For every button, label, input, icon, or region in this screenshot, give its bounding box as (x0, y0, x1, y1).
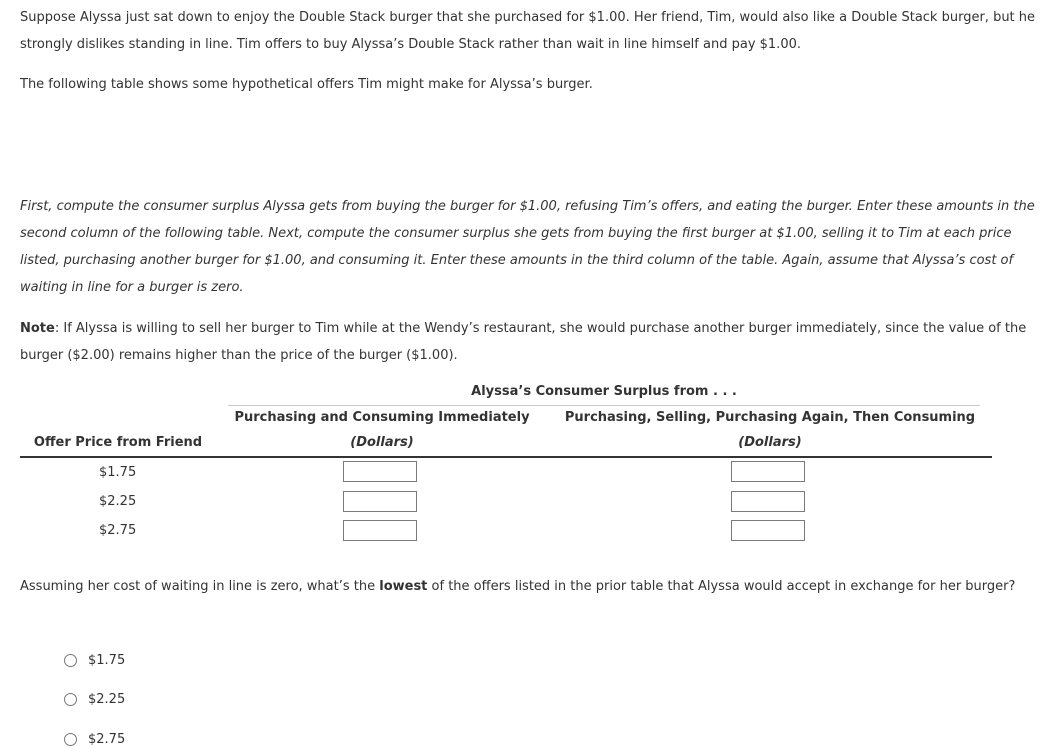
radio-button[interactable] (64, 693, 77, 706)
col-unit-immediate: (Dollars) (350, 435, 414, 450)
col-header-offer-price: Offer Price from Friend (33, 435, 203, 450)
question-text: Assuming her cost of waiting in line is zero, what’s the lowest of the offers listed in the prior table that Alyssa would accept in exchange for her burger? (20, 579, 1016, 594)
col-unit-sell: (Dollars) (738, 435, 802, 450)
sell-surplus-input[interactable] (731, 520, 805, 541)
instructions-paragraph: First, compute the consumer surplus Alyssa gets from buying the burger for $1.00, refusing Tim’s offers, and eating the burger. Enter these amounts in the second column of the following table. Next, compute the consumer surplus she gets from buying the first burger at $1.00, selling it to Tim at each price listed, purchasing another burger for $1.00, and consuming it. Enter these amounts in the third column of the table. Again, assume that Alyssa’s cost of waiting in line for a burger is zero. (20, 199, 1035, 295)
sell-surplus-input[interactable] (731, 461, 805, 482)
answer-option[interactable] (64, 650, 125, 670)
note-text: : If Alyssa is willing to sell her burger to Tim while at the Wendy’s restaurant, she would purchase another burger immediately, since the value of the burger ($2.00) remains higher than the price of the burger ($1.00). (20, 321, 1027, 363)
option-label: $2.25 (88, 691, 126, 707)
option-label: $2.75 (88, 731, 126, 747)
question-emphasis: lowest (379, 579, 428, 594)
col-header-immediate: Purchasing and Consuming Immediately (234, 410, 530, 425)
sell-surplus-input[interactable] (731, 491, 805, 512)
table-intro-paragraph: The following table shows some hypothetical offers Tim might make for Alyssa’s burger. (20, 77, 593, 92)
immediate-surplus-input[interactable] (343, 520, 417, 541)
col-header-sell: Purchasing, Selling, Purchasing Again, Then Consuming (564, 410, 976, 425)
immediate-surplus-input[interactable] (343, 461, 417, 482)
note-label: Note (20, 321, 55, 336)
option-label: $1.75 (88, 652, 126, 668)
intro-paragraph: Suppose Alyssa just sat down to enjoy the Double Stack burger that she purchased for $1.00. Her friend, Tim, would also like a Double Stack burger, but he strongly dislikes standing in line. Tim offers to buy Alyssa’s Double Stack rather than wait in line himself and pay $1.00. (20, 10, 1036, 52)
table-group-header: Alyssa’s Consumer Surplus from . . . (471, 384, 737, 399)
header-divider (20, 456, 992, 458)
radio-button[interactable] (64, 654, 77, 667)
group-header-divider (228, 405, 980, 406)
row-price: $2.25 (99, 494, 137, 509)
radio-button[interactable] (64, 733, 77, 746)
row-price: $1.75 (99, 465, 137, 480)
immediate-surplus-input[interactable] (343, 491, 417, 512)
note-paragraph (20, 315, 1050, 369)
answer-option[interactable] (64, 729, 125, 749)
answer-option[interactable] (64, 689, 125, 709)
row-price: $2.75 (99, 523, 137, 538)
